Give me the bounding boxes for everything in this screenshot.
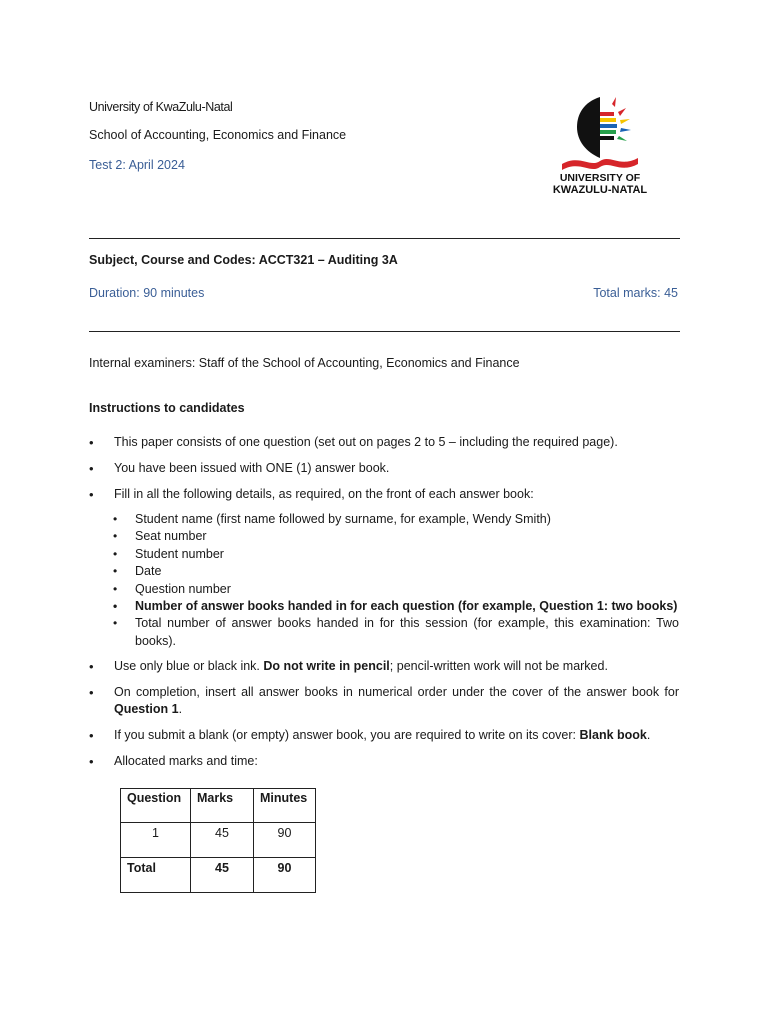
cell-total-label: Total	[121, 858, 191, 893]
ukzn-emblem-icon	[540, 94, 660, 198]
marks-time-table	[120, 788, 316, 893]
header-question: Question	[121, 789, 191, 823]
blank-book-label: Blank book	[579, 728, 647, 742]
school-name: School of Accounting, Economics and Finance	[89, 128, 347, 142]
table-total-row	[121, 858, 316, 893]
cell-marks: 45	[191, 823, 254, 858]
detail-item: • Total number of answer books handed in for this session (for example, this examination: Two books).	[113, 615, 679, 650]
instruction-item: • Use only blue or black ink. Do not write in pencil; pencil-written work will not be marked.	[89, 658, 679, 675]
cell-total-marks: 45	[191, 858, 254, 893]
total-marks: Total marks: 45	[593, 286, 678, 300]
instruction-item: • This paper consists of one question (set out on pages 2 to 5 – including the required page).	[89, 434, 679, 451]
question-1-label: Question 1	[114, 702, 179, 716]
test-date: Test 2: April 2024	[89, 158, 185, 172]
pencil-warning: Do not write in pencil	[263, 659, 390, 673]
detail-item: • Student number	[113, 546, 679, 563]
detail-item: • Question number	[113, 581, 679, 598]
university-logo	[540, 94, 660, 198]
detail-item: • Date	[113, 563, 679, 580]
instruction-item: • You have been issued with ONE (1) answer book.	[89, 460, 679, 477]
table-header-row	[121, 789, 316, 823]
instructions-heading: Instructions to candidates	[89, 401, 245, 415]
instruction-item: • Allocated marks and time:	[89, 753, 679, 770]
instruction-item: • Fill in all the following details, as required, on the front of each answer book:	[89, 486, 679, 503]
logo-line2: KWAZULU-NATAL	[552, 184, 648, 196]
header-minutes: Minutes	[254, 789, 316, 823]
detail-item: • Student name (first name followed by surname, for example, Wendy Smith)	[113, 511, 679, 528]
internal-examiners: Internal examiners: Staff of the School of Accounting, Economics and Finance	[89, 356, 520, 370]
instruction-item: • On completion, insert all answer books in numerical order under the cover of the answer book for Question 1.	[89, 684, 679, 718]
cell-minutes: 90	[254, 823, 316, 858]
instruction-list-top	[89, 434, 679, 503]
university-name: University of KwaZulu-Natal	[89, 100, 233, 114]
logo-line1: UNIVERSITY OF	[559, 172, 641, 184]
subject-codes: Subject, Course and Codes: ACCT321 – Auditing 3A	[89, 253, 398, 267]
instruction-item: • If you submit a blank (or empty) answer book, you are required to write on its cover: Blank book.	[89, 727, 679, 744]
duration: Duration: 90 minutes	[89, 286, 205, 300]
top-divider	[89, 238, 680, 239]
cell-question: 1	[121, 823, 191, 858]
answer-book-details-list	[113, 511, 679, 650]
cell-total-minutes: 90	[254, 858, 316, 893]
bottom-divider	[89, 331, 680, 332]
detail-item: • Number of answer books handed in for each question (for example, Question 1: two books)	[113, 598, 679, 615]
instruction-list-bottom	[89, 658, 679, 770]
detail-item: • Seat number	[113, 528, 679, 545]
table-row	[121, 823, 316, 858]
header-marks: Marks	[191, 789, 254, 823]
